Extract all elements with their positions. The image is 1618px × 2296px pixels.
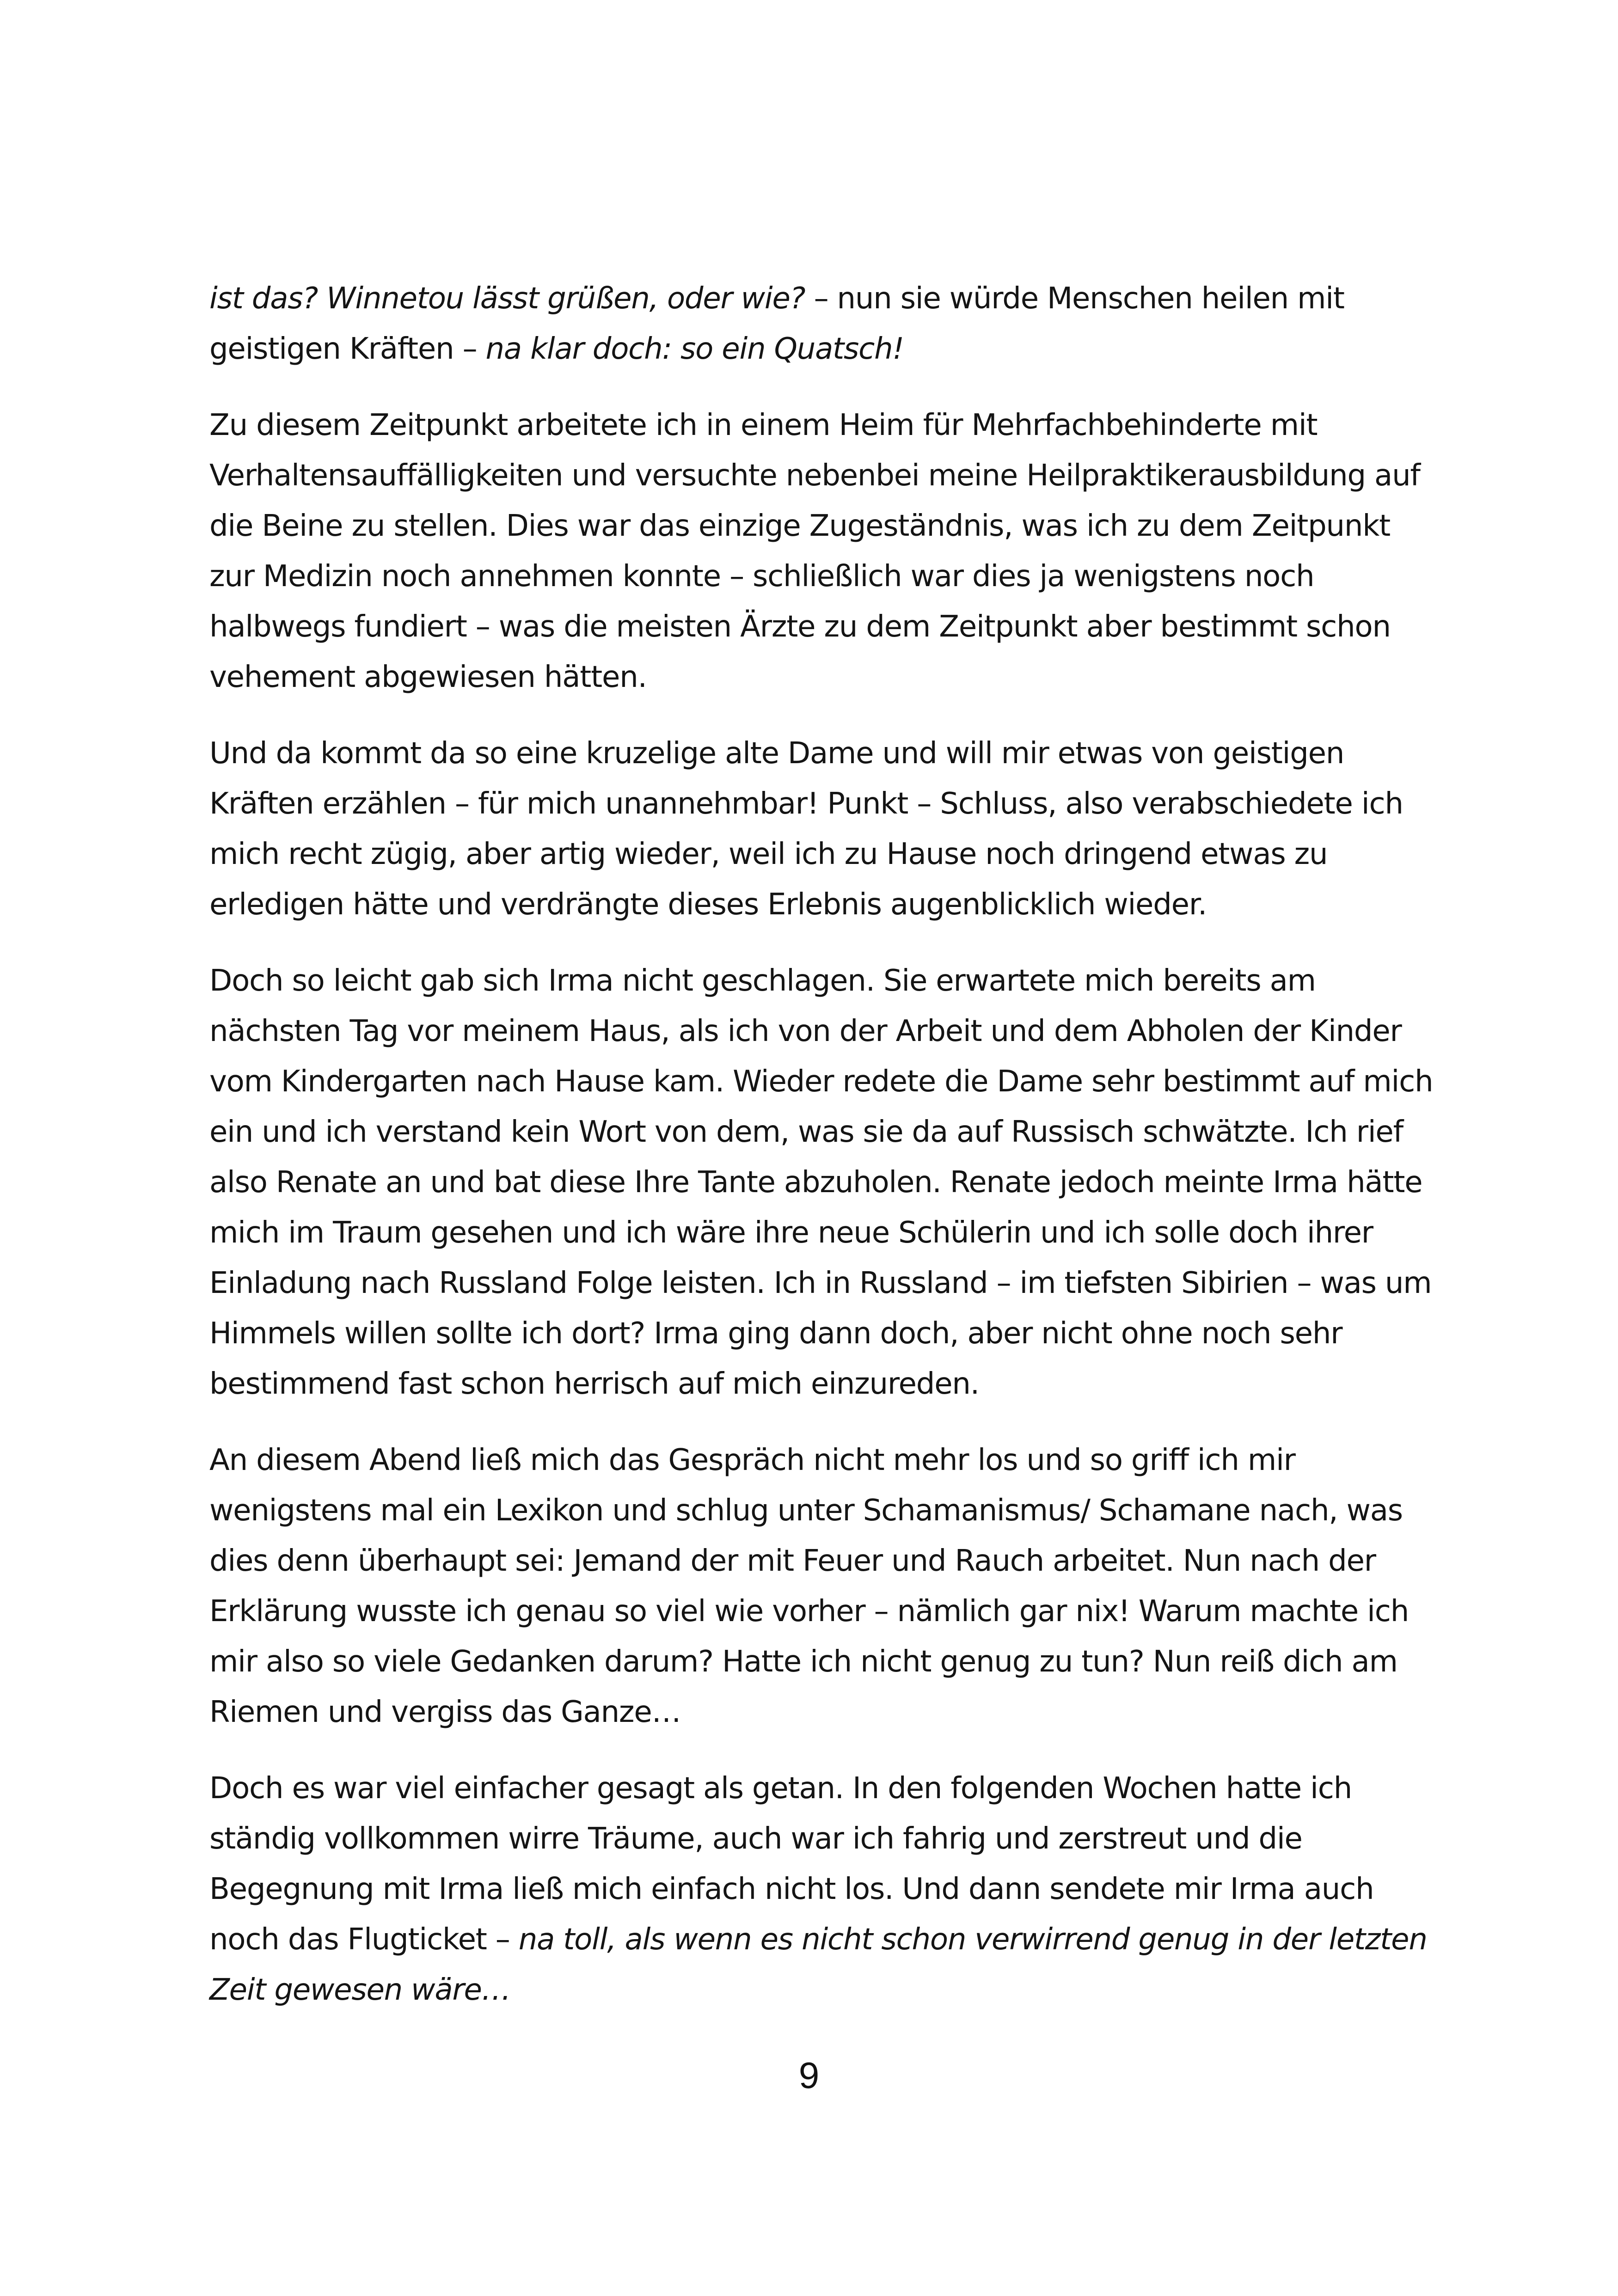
- text-span: Und da kommt da so eine kruzelige alte Dame und will mir etwas von geistigen Kräften erzählen – für mich unannehmbar! Punkt – Schluss, also verabschiedete ich mich recht zügig, aber artig wieder, weil ich zu Hause noch dringend etwas zu erledigen hätte und verdrängte dieses Erlebnis augenblicklich wieder.: [209, 736, 1403, 922]
- page-number: 9: [798, 2055, 820, 2096]
- paragraph-4: [209, 956, 1434, 1409]
- italic-phrase: na toll, als wenn es nicht schon verwirrend genug in der letzten Zeit gewesen wäre…: [209, 1923, 1427, 2007]
- text-span: Doch es war viel einfacher gesagt als getan. In den folgenden Wochen hatte ich ständig vollkommen wirre Träume, auch war ich fahrig und zerstreut und die Begegnung mit Irma ließ mich einfach nicht los. Und dann sendete mir Irma auch noch das Flugticket –: [209, 1771, 1374, 1957]
- italic-phrase: ist das? Winnetou lässt grüßen, oder wie?: [209, 282, 805, 316]
- text-span: – nun sie würde Menschen heilen mit geistigen Kräften –: [209, 282, 1344, 366]
- italic-phrase: na klar doch: so ein Quatsch!: [485, 332, 904, 366]
- paragraph-5: [209, 1435, 1434, 1738]
- text-span: An diesem Abend ließ mich das Gespräch nicht mehr los und so griff ich mir wenigstens mal ein Lexikon und schlug unter Schamanismus/ Schamane nach, was dies denn überhaupt sei: Jemand der mit Feuer und Rauch arbeitet. Nun nach der Erklärung wusste ich genau so viel wie vorher – nämlich gar nix! Warum machte ich mir also so viele Gedanken darum? Hatte ich nicht genug zu tun? Nun reiß dich am Riemen und vergiss das Ganze…: [209, 1443, 1409, 1729]
- paragraph-2: [209, 400, 1434, 703]
- paragraph-6: [209, 1763, 1434, 2015]
- paragraph-3: [209, 729, 1434, 930]
- paragraph-1: [209, 274, 1434, 374]
- body-text: [209, 274, 1434, 2041]
- text-span: Doch so leicht gab sich Irma nicht geschlagen. Sie erwartete mich bereits am nächsten Tag vor meinem Haus, als ich von der Arbeit und dem Abholen der Kinder vom Kindergarten nach Hause kam. Wieder redete die Dame sehr bestimmt auf mich ein und ich verstand kein Wort von dem, was sie da auf Russisch schwätzte. Ich rief also Renate an und bat diese Ihre Tante abzuholen. Renate jedoch meinte Irma hätte mich im Traum gesehen und ich wäre ihre neue Schülerin und ich solle doch ihrer Einladung nach Russland Folge leisten. Ich in Russland – im tiefsten Sibirien – was um Himmels willen sollte ich dort? Irma ging dann doch, aber nicht ohne noch sehr bestimmend fast schon herrisch auf mich einzureden.: [209, 964, 1433, 1401]
- text-span: Zu diesem Zeitpunkt arbeitete ich in einem Heim für Mehrfachbehinderte mit Verhaltensauffälligkeiten und versuchte nebenbei meine Heilpraktikerausbildung auf die Beine zu stellen. Dies war das einzige Zugeständnis, was ich zu dem Zeitpunkt zur Medizin noch annehmen konnte – schließlich war dies ja wenigstens noch halbwegs fundiert – was die meisten Ärzte zu dem Zeitpunkt aber bestimmt schon vehement abgewiesen hätten.: [209, 408, 1420, 694]
